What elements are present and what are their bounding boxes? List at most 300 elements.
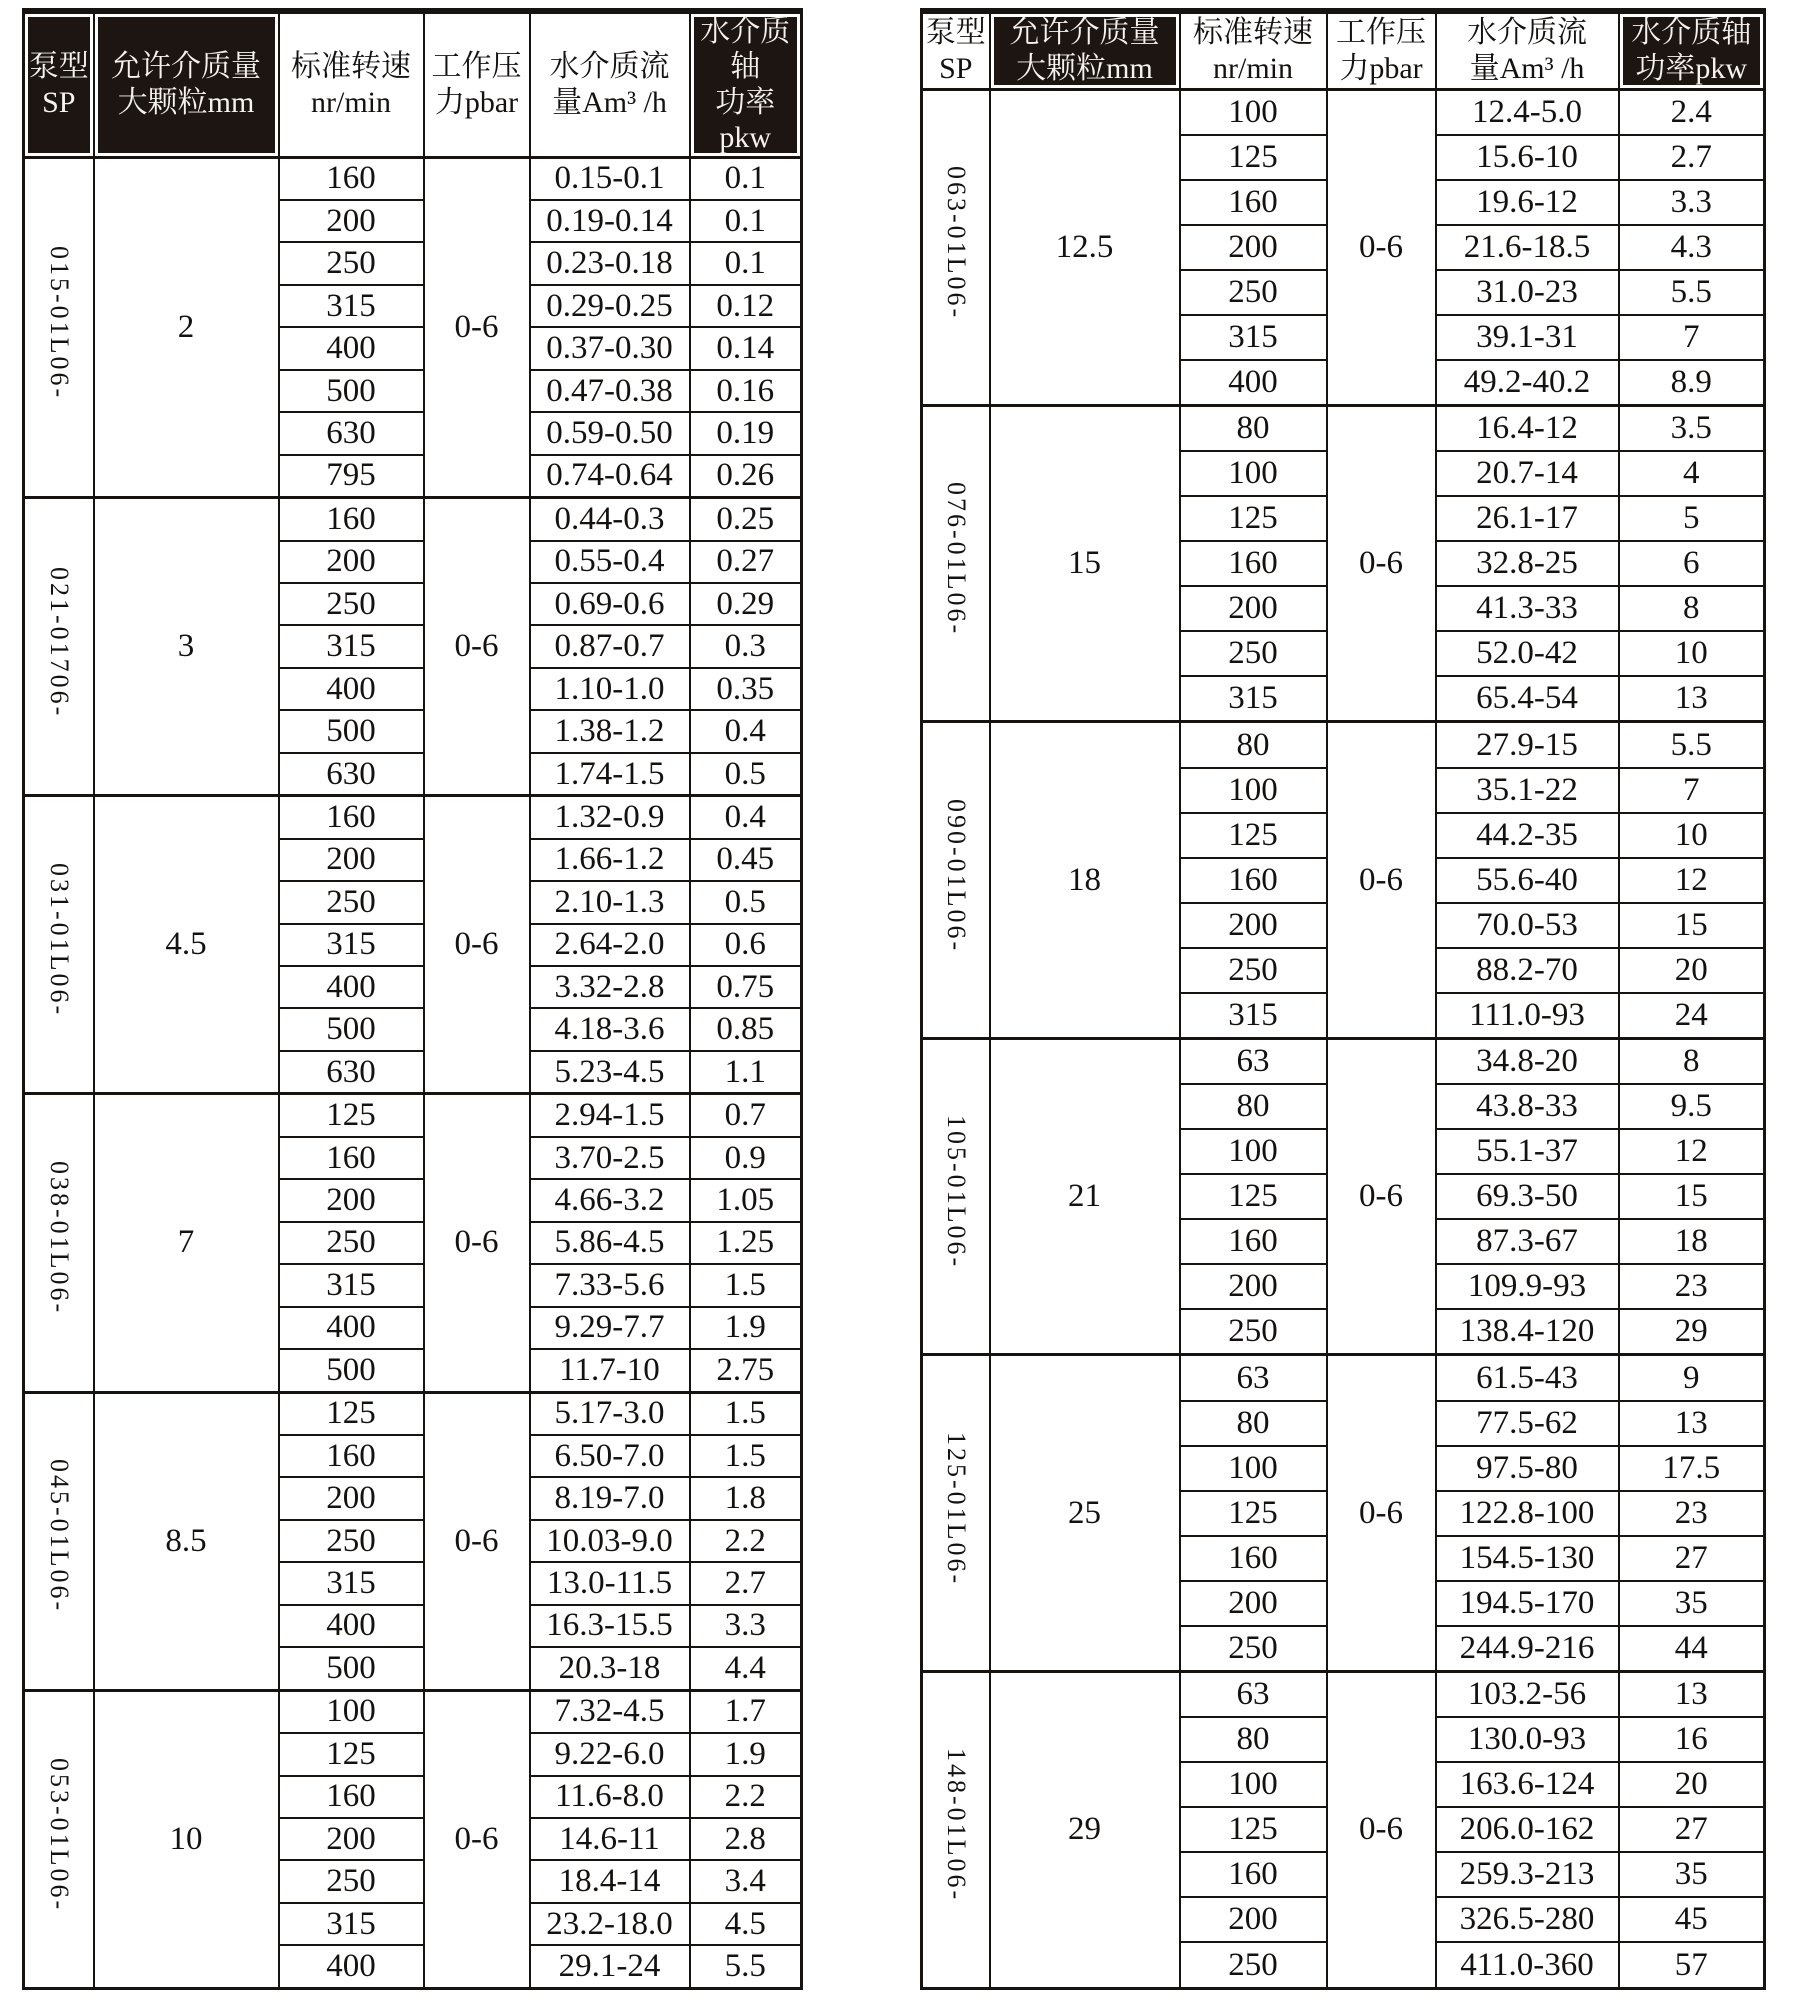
flow-range-cell: 411.0-360 — [1436, 1942, 1619, 1988]
power-cell: 27 — [1619, 1536, 1765, 1581]
particle-size-cell: 12.5 — [990, 89, 1180, 405]
speed-cell: 160 — [279, 1435, 424, 1477]
power-cell: 0.12 — [690, 285, 802, 327]
header-power-line2: 功率pkw — [715, 85, 776, 155]
power-cell: 1.9 — [690, 1307, 802, 1349]
speed-cell: 200 — [279, 1179, 424, 1221]
speed-cell: 250 — [1180, 1626, 1327, 1672]
pump-model-cell — [24, 1094, 94, 1392]
header-power-line2: 功率pkw — [1635, 51, 1748, 85]
power-cell: 2.4 — [1619, 89, 1765, 135]
flow-range-cell: 1.74-1.5 — [530, 753, 690, 796]
header-flow-line1: 水介质流 — [1467, 16, 1587, 50]
flow-range-cell: 11.6-8.0 — [530, 1776, 690, 1818]
power-cell: 5.5 — [1619, 722, 1765, 768]
power-cell: 27 — [1619, 1807, 1765, 1852]
header-particle-line2: 大颗粒mm — [1016, 51, 1153, 85]
pump-specs-table-left — [22, 8, 803, 1990]
table-row — [24, 796, 802, 839]
speed-cell: 160 — [279, 498, 424, 541]
speed-cell: 160 — [279, 796, 424, 839]
speed-cell: 200 — [279, 839, 424, 881]
power-cell: 7 — [1619, 315, 1765, 360]
table-row — [24, 1690, 802, 1733]
speed-cell: 500 — [279, 1647, 424, 1690]
power-cell: 4.4 — [690, 1647, 802, 1690]
flow-range-cell: 20.7-14 — [1436, 451, 1619, 496]
header-pressure — [1327, 11, 1436, 89]
flow-range-cell: 154.5-130 — [1436, 1536, 1619, 1581]
particle-size-cell: 8.5 — [94, 1392, 279, 1690]
table-row — [24, 1392, 802, 1435]
power-cell: 4.3 — [1619, 225, 1765, 270]
speed-cell: 500 — [279, 710, 424, 752]
power-cell: 24 — [1619, 993, 1765, 1039]
flow-range-cell: 11.7-10 — [530, 1349, 690, 1392]
header-flow — [530, 11, 690, 157]
speed-cell: 160 — [1180, 1219, 1327, 1264]
speed-cell: 315 — [1180, 993, 1327, 1039]
speed-cell: 200 — [1180, 1264, 1327, 1309]
flow-range-cell: 39.1-31 — [1436, 315, 1619, 360]
power-cell: 13 — [1619, 1671, 1765, 1717]
flow-range-cell: 5.23-4.5 — [530, 1051, 690, 1094]
speed-cell: 250 — [1180, 631, 1327, 676]
table-row — [922, 1038, 1765, 1084]
power-cell: 8 — [1619, 1038, 1765, 1084]
pump-model-vertical-text: 090-01L06- — [941, 798, 971, 953]
speed-cell: 315 — [279, 1264, 424, 1306]
pump-model-cell — [24, 1392, 94, 1690]
power-cell: 18 — [1619, 1219, 1765, 1264]
speed-cell: 315 — [279, 625, 424, 667]
speed-cell: 250 — [279, 1520, 424, 1562]
power-cell: 6 — [1619, 541, 1765, 586]
power-cell: 0.9 — [690, 1137, 802, 1179]
header-pressure-line2: 力pbar — [1339, 51, 1423, 85]
power-cell: 1.25 — [690, 1222, 802, 1264]
header-power — [690, 11, 802, 157]
power-cell: 0.45 — [690, 839, 802, 881]
particle-size-cell: 2 — [94, 157, 279, 498]
speed-cell: 100 — [1180, 768, 1327, 813]
power-cell: 0.25 — [690, 498, 802, 541]
pump-model-vertical-text: 045-01L06- — [44, 1459, 74, 1614]
pump-model-vertical-text: 105-01L06- — [941, 1115, 971, 1270]
flow-range-cell: 2.10-1.3 — [530, 881, 690, 923]
pressure-cell: 0-6 — [424, 1392, 530, 1690]
pressure-cell: 0-6 — [424, 498, 530, 796]
power-cell: 5.5 — [1619, 270, 1765, 315]
flow-range-cell: 43.8-33 — [1436, 1084, 1619, 1129]
flow-range-cell: 70.0-53 — [1436, 903, 1619, 948]
speed-cell: 200 — [279, 1477, 424, 1519]
flow-range-cell: 0.59-0.50 — [530, 412, 690, 454]
pump-model-vertical-text: 031-01L06- — [44, 863, 74, 1018]
power-cell: 0.27 — [690, 541, 802, 583]
flow-range-cell: 69.3-50 — [1436, 1174, 1619, 1219]
flow-range-cell: 20.3-18 — [530, 1647, 690, 1690]
flow-range-cell: 26.1-17 — [1436, 496, 1619, 541]
speed-cell: 100 — [279, 1690, 424, 1733]
flow-range-cell: 41.3-33 — [1436, 586, 1619, 631]
flow-range-cell: 77.5-62 — [1436, 1401, 1619, 1446]
flow-range-cell: 9.29-7.7 — [530, 1307, 690, 1349]
power-cell: 0.29 — [690, 583, 802, 625]
speed-cell: 80 — [1180, 722, 1327, 768]
power-cell: 1.9 — [690, 1733, 802, 1775]
speed-cell: 80 — [1180, 1401, 1327, 1446]
flow-range-cell: 0.74-0.64 — [530, 455, 690, 498]
speed-cell: 315 — [279, 924, 424, 966]
power-cell: 44 — [1619, 1626, 1765, 1672]
speed-cell: 200 — [1180, 586, 1327, 631]
speed-cell: 125 — [1180, 813, 1327, 858]
pump-model-vertical-text: 076-01L06- — [941, 482, 971, 637]
power-cell: 1.5 — [690, 1264, 802, 1306]
speed-cell: 200 — [1180, 903, 1327, 948]
speed-cell: 125 — [1180, 1491, 1327, 1536]
speed-cell: 80 — [1180, 1717, 1327, 1762]
power-cell: 2.75 — [690, 1349, 802, 1392]
power-cell: 0.1 — [690, 157, 802, 200]
speed-cell: 63 — [1180, 1355, 1327, 1401]
table-row — [922, 405, 1765, 451]
flow-range-cell: 87.3-67 — [1436, 1219, 1619, 1264]
speed-cell: 250 — [1180, 948, 1327, 993]
speed-cell: 63 — [1180, 1038, 1327, 1084]
power-cell: 0.14 — [690, 327, 802, 369]
flow-range-cell: 0.69-0.6 — [530, 583, 690, 625]
flow-range-cell: 14.6-11 — [530, 1818, 690, 1860]
flow-range-cell: 35.1-22 — [1436, 768, 1619, 813]
speed-cell: 315 — [1180, 676, 1327, 722]
pressure-cell: 0-6 — [424, 157, 530, 498]
flow-range-cell: 0.19-0.14 — [530, 200, 690, 242]
pump-model-vertical-text: 021-01706- — [44, 566, 74, 718]
header-speed — [1180, 11, 1327, 89]
speed-cell: 160 — [1180, 180, 1327, 225]
particle-size-cell: 15 — [990, 405, 1180, 721]
header-particle-line1: 允许介质量 — [1009, 16, 1160, 50]
power-cell: 0.3 — [690, 625, 802, 667]
pressure-cell: 0-6 — [1327, 405, 1436, 721]
flow-range-cell: 4.18-3.6 — [530, 1008, 690, 1050]
flow-range-cell: 1.38-1.2 — [530, 710, 690, 752]
speed-cell: 100 — [1180, 451, 1327, 496]
speed-cell: 630 — [279, 412, 424, 454]
speed-cell: 160 — [279, 1137, 424, 1179]
flow-range-cell: 16.4-12 — [1436, 405, 1619, 451]
header-particle — [990, 11, 1180, 89]
power-cell: 17.5 — [1619, 1446, 1765, 1491]
power-cell: 20 — [1619, 948, 1765, 993]
power-cell: 0.4 — [690, 710, 802, 752]
power-cell: 5.5 — [690, 1945, 802, 1988]
flow-range-cell: 55.1-37 — [1436, 1129, 1619, 1174]
speed-cell: 400 — [279, 668, 424, 710]
speed-cell: 63 — [1180, 1671, 1327, 1717]
particle-size-cell: 3 — [94, 498, 279, 796]
flow-range-cell: 6.50-7.0 — [530, 1435, 690, 1477]
power-cell: 0.1 — [690, 200, 802, 242]
speed-cell: 250 — [279, 1222, 424, 1264]
power-cell: 5 — [1619, 496, 1765, 541]
power-cell: 13 — [1619, 1401, 1765, 1446]
flow-range-cell: 3.70-2.5 — [530, 1137, 690, 1179]
flow-range-cell: 0.55-0.4 — [530, 541, 690, 583]
power-cell: 0.85 — [690, 1008, 802, 1050]
power-cell: 0.7 — [690, 1094, 802, 1137]
power-cell: 35 — [1619, 1852, 1765, 1897]
speed-cell: 160 — [1180, 1536, 1327, 1581]
flow-range-cell: 12.4-5.0 — [1436, 89, 1619, 135]
speed-cell: 795 — [279, 455, 424, 498]
flow-range-cell: 130.0-93 — [1436, 1717, 1619, 1762]
speed-cell: 80 — [1180, 405, 1327, 451]
flow-range-cell: 7.32-4.5 — [530, 1690, 690, 1733]
pump-model-vertical-text: 148-01L06- — [941, 1748, 971, 1903]
power-cell: 0.6 — [690, 924, 802, 966]
particle-size-cell: 29 — [990, 1671, 1180, 1988]
speed-cell: 160 — [1180, 858, 1327, 903]
pressure-cell: 0-6 — [424, 796, 530, 1094]
flow-range-cell: 244.9-216 — [1436, 1626, 1619, 1672]
pressure-cell: 0-6 — [424, 1690, 530, 1988]
header-pressure-line2: 力pbar — [434, 85, 519, 119]
speed-cell: 125 — [1180, 1174, 1327, 1219]
speed-cell: 630 — [279, 753, 424, 796]
flow-range-cell: 0.87-0.7 — [530, 625, 690, 667]
flow-range-cell: 29.1-24 — [530, 1945, 690, 1988]
power-cell: 1.7 — [690, 1690, 802, 1733]
power-cell: 0.1 — [690, 242, 802, 284]
speed-cell: 160 — [1180, 541, 1327, 586]
power-cell: 13 — [1619, 676, 1765, 722]
header-row — [922, 11, 1765, 89]
speed-cell: 125 — [279, 1094, 424, 1137]
speed-cell: 80 — [1180, 1084, 1327, 1129]
flow-range-cell: 0.44-0.3 — [530, 498, 690, 541]
particle-size-cell: 18 — [990, 722, 1180, 1038]
flow-range-cell: 15.6-10 — [1436, 135, 1619, 180]
header-model-line2: SP — [939, 51, 973, 85]
power-cell: 12 — [1619, 1129, 1765, 1174]
flow-range-cell: 0.37-0.30 — [530, 327, 690, 369]
power-cell: 35 — [1619, 1581, 1765, 1626]
particle-size-cell: 10 — [94, 1690, 279, 1988]
power-cell: 1.5 — [690, 1392, 802, 1435]
power-cell: 3.3 — [690, 1605, 802, 1647]
header-particle-line1: 允许介质量 — [111, 50, 261, 84]
speed-cell: 200 — [1180, 1581, 1327, 1626]
power-cell: 9 — [1619, 1355, 1765, 1401]
pump-specs-table-right — [920, 8, 1766, 1990]
speed-cell: 125 — [1180, 1807, 1327, 1852]
power-cell: 7 — [1619, 768, 1765, 813]
header-pressure-line1: 工作压 — [1336, 16, 1426, 50]
power-cell: 8 — [1619, 586, 1765, 631]
speed-cell: 125 — [1180, 135, 1327, 180]
pressure-cell: 0-6 — [424, 1094, 530, 1392]
flow-range-cell: 13.0-11.5 — [530, 1562, 690, 1604]
pump-model-vertical-text: 125-01L06- — [941, 1431, 971, 1586]
power-cell: 45 — [1619, 1897, 1765, 1942]
power-cell: 23 — [1619, 1491, 1765, 1536]
speed-cell: 125 — [279, 1733, 424, 1775]
flow-range-cell: 2.64-2.0 — [530, 924, 690, 966]
power-cell: 15 — [1619, 903, 1765, 948]
header-model-line1: 泵型 — [28, 50, 89, 84]
header-model — [922, 11, 990, 89]
flow-range-cell: 0.29-0.25 — [530, 285, 690, 327]
flow-range-cell: 163.6-124 — [1436, 1762, 1619, 1807]
table-row — [922, 1355, 1765, 1401]
power-cell: 0.16 — [690, 370, 802, 412]
flow-range-cell: 61.5-43 — [1436, 1355, 1619, 1401]
speed-cell: 400 — [279, 1307, 424, 1349]
speed-cell: 315 — [279, 1562, 424, 1604]
speed-cell: 250 — [279, 583, 424, 625]
speed-cell: 100 — [1180, 89, 1327, 135]
speed-cell: 160 — [1180, 1852, 1327, 1897]
flow-range-cell: 4.66-3.2 — [530, 1179, 690, 1221]
speed-cell: 400 — [279, 1605, 424, 1647]
particle-size-cell: 4.5 — [94, 796, 279, 1094]
power-cell: 0.26 — [690, 455, 802, 498]
header-flow-line2: 量Am³ /h — [552, 85, 667, 119]
particle-size-cell: 21 — [990, 1038, 1180, 1354]
pump-model-cell — [922, 405, 990, 721]
speed-cell: 200 — [279, 541, 424, 583]
flow-range-cell: 8.19-7.0 — [530, 1477, 690, 1519]
power-cell: 0.4 — [690, 796, 802, 839]
power-cell: 4.5 — [690, 1903, 802, 1945]
flow-range-cell: 138.4-120 — [1436, 1309, 1619, 1355]
power-cell: 0.5 — [690, 881, 802, 923]
header-pressure — [424, 11, 530, 157]
pump-model-cell — [922, 722, 990, 1038]
flow-range-cell: 55.6-40 — [1436, 858, 1619, 903]
header-model-line1: 泵型 — [925, 16, 986, 50]
speed-cell: 250 — [1180, 1309, 1327, 1355]
power-cell: 10 — [1619, 631, 1765, 676]
pump-model-cell — [922, 1671, 990, 1988]
speed-cell: 250 — [279, 1860, 424, 1902]
flow-range-cell: 19.6-12 — [1436, 180, 1619, 225]
power-cell: 3.4 — [690, 1860, 802, 1902]
flow-range-cell: 9.22-6.0 — [530, 1733, 690, 1775]
power-cell: 10 — [1619, 813, 1765, 858]
power-cell: 15 — [1619, 1174, 1765, 1219]
pump-model-vertical-text: 063-01L06- — [941, 165, 971, 320]
flow-range-cell: 18.4-14 — [530, 1860, 690, 1902]
header-model — [24, 11, 94, 157]
pump-model-cell — [24, 1690, 94, 1988]
header-row — [24, 11, 802, 157]
flow-range-cell: 31.0-23 — [1436, 270, 1619, 315]
flow-range-cell: 5.17-3.0 — [530, 1392, 690, 1435]
table-row — [922, 1671, 1765, 1717]
power-cell: 1.8 — [690, 1477, 802, 1519]
table-row — [24, 157, 802, 200]
header-model-line2: SP — [42, 85, 76, 119]
flow-range-cell: 1.10-1.0 — [530, 668, 690, 710]
pump-model-cell — [922, 89, 990, 405]
header-speed-line2: nr/min — [311, 85, 391, 119]
speed-cell: 100 — [1180, 1129, 1327, 1174]
speed-cell: 200 — [1180, 1897, 1327, 1942]
header-pressure-line1: 工作压 — [431, 50, 522, 84]
power-cell: 1.1 — [690, 1051, 802, 1094]
speed-cell: 250 — [1180, 1942, 1327, 1988]
table-row — [24, 498, 802, 541]
pump-model-cell — [922, 1038, 990, 1354]
flow-range-cell: 206.0-162 — [1436, 1807, 1619, 1852]
header-power — [1619, 11, 1765, 89]
speed-cell: 400 — [279, 327, 424, 369]
flow-range-cell: 0.23-0.18 — [530, 242, 690, 284]
pump-model-vertical-text: 053-01L06- — [44, 1757, 74, 1912]
power-cell: 3.5 — [1619, 405, 1765, 451]
flow-range-cell: 122.8-100 — [1436, 1491, 1619, 1536]
speed-cell: 160 — [279, 1776, 424, 1818]
table-row — [24, 1094, 802, 1137]
flow-range-cell: 27.9-15 — [1436, 722, 1619, 768]
flow-range-cell: 326.5-280 — [1436, 1897, 1619, 1942]
table-row — [922, 89, 1765, 135]
speed-cell: 315 — [279, 285, 424, 327]
pump-model-cell — [24, 498, 94, 796]
power-cell: 0.5 — [690, 753, 802, 796]
speed-cell: 500 — [279, 1349, 424, 1392]
power-cell: 23 — [1619, 1264, 1765, 1309]
speed-cell: 315 — [1180, 315, 1327, 360]
speed-cell: 250 — [279, 242, 424, 284]
pressure-cell: 0-6 — [1327, 722, 1436, 1038]
flow-range-cell: 0.15-0.1 — [530, 157, 690, 200]
flow-range-cell: 88.2-70 — [1436, 948, 1619, 993]
speed-cell: 500 — [279, 370, 424, 412]
power-cell: 0.35 — [690, 668, 802, 710]
power-cell: 4 — [1619, 451, 1765, 496]
speed-cell: 125 — [279, 1392, 424, 1435]
flow-range-cell: 21.6-18.5 — [1436, 225, 1619, 270]
speed-cell: 100 — [1180, 1762, 1327, 1807]
speed-cell: 500 — [279, 1008, 424, 1050]
flow-range-cell: 0.47-0.38 — [530, 370, 690, 412]
power-cell: 8.9 — [1619, 360, 1765, 406]
speed-cell: 250 — [1180, 270, 1327, 315]
flow-range-cell: 259.3-213 — [1436, 1852, 1619, 1897]
power-cell: 2.7 — [690, 1562, 802, 1604]
power-cell: 1.05 — [690, 1179, 802, 1221]
pressure-cell: 0-6 — [1327, 89, 1436, 405]
header-power-line1: 水介质轴 — [700, 15, 791, 84]
power-cell: 57 — [1619, 1942, 1765, 1988]
flow-range-cell: 3.32-2.8 — [530, 966, 690, 1008]
pump-model-cell — [922, 1355, 990, 1671]
header-flow-line2: 量Am³ /h — [1469, 51, 1585, 85]
speed-cell: 200 — [279, 200, 424, 242]
power-cell: 2.2 — [690, 1520, 802, 1562]
header-speed-line2: nr/min — [1213, 51, 1293, 85]
flow-range-cell: 1.66-1.2 — [530, 839, 690, 881]
speed-cell: 315 — [279, 1903, 424, 1945]
header-speed — [279, 11, 424, 157]
power-cell: 16 — [1619, 1717, 1765, 1762]
power-cell: 20 — [1619, 1762, 1765, 1807]
